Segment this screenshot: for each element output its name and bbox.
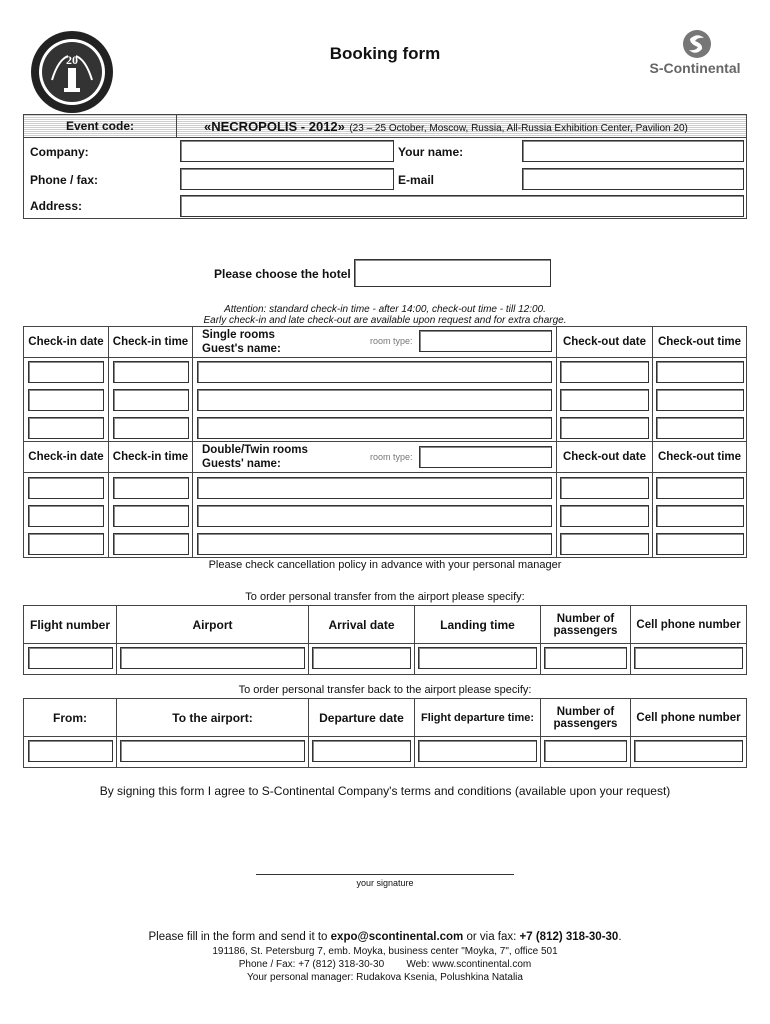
single-checkin-time-field-3[interactable] [113,417,189,439]
double-room-type-label: room type: [370,452,413,462]
airport-field[interactable] [120,647,305,669]
double-checkin-time-field-1[interactable] [113,477,189,499]
attention-line-2: Early check-in and late check-out are available upon request and for extra charge. [203,315,567,326]
footer-phone-web: Phone / Fax: +7 (812) 318-30-30 Web: www.scontinental.com [238,959,532,970]
single-checkin-date-field-1[interactable] [28,361,104,383]
event-details: (23 – 25 October, Moscow, Russia, All-Russia Exhibition Center, Pavilion 20) [349,123,688,134]
your-name-field[interactable] [522,140,744,162]
company-field[interactable] [180,140,394,162]
double-checkout-date-header: Check-out date [562,451,647,463]
flight-departure-time-header: Flight departure time: [420,711,535,724]
double-checkout-time-field-1[interactable] [656,477,744,499]
arrival-date-header: Arrival date [328,617,395,632]
rooms-table [23,326,747,558]
cell-phone-header: Cell phone number [636,618,741,631]
double-guest-field-1[interactable] [197,477,552,499]
double-checkout-time-field-2[interactable] [656,505,744,527]
agreement-text: By signing this form I agree to S-Continental Company's terms and conditions (available upon your request) [99,784,671,798]
double-checkin-date-field-3[interactable] [28,533,104,555]
transfer-to-table [23,698,747,768]
page-title: Booking form [329,44,441,63]
double-checkout-date-field-2[interactable] [560,505,649,527]
transfer-to-intro: To order personal transfer back to the airport please specify: [238,684,532,696]
brand-name: S-Continental [649,60,741,76]
s-continental-logo [640,28,750,78]
single-checkout-time-field-2[interactable] [656,389,744,411]
return-passengers-header: Number of passengers [553,705,618,730]
footer-send-mid: or via fax: [463,931,520,943]
single-checkin-date-field-2[interactable] [28,389,104,411]
footer-manager: Your personal manager: Rudakova Ksenia, Polushkina Natalia [247,972,523,983]
single-guest-field-2[interactable] [197,389,552,411]
from-header: From: [53,710,87,725]
address-label: Address: [30,199,83,213]
double-checkout-time-header: Check-out time [657,451,742,463]
to-airport-field[interactable] [120,740,305,762]
event-info [204,118,744,136]
return-cell-phone-field[interactable] [634,740,743,762]
airport-header: Airport [192,617,233,632]
single-checkout-time-header: Check-out time [657,336,742,348]
double-checkout-time-field-3[interactable] [656,533,744,555]
passengers-field[interactable] [544,647,627,669]
cancellation-note: Please check cancellation policy in advance with your personal manager [208,559,562,571]
single-guest-field-3[interactable] [197,417,552,439]
single-rooms-title: Single rooms [202,329,275,341]
single-room-type-label: room type: [370,336,413,346]
passengers-header: Number of passengers [553,612,618,637]
double-checkin-time-field-3[interactable] [113,533,189,555]
transfer-from-table [23,605,747,675]
footer-address: 191186, St. Petersburg 7, emb. Moyka, business center "Moyka, 7", office 501 [212,946,558,957]
footer-send-end: . [618,931,622,943]
double-rooms-title: Double/Twin rooms [202,444,308,456]
return-cell-phone-header: Cell phone number [636,711,741,724]
necropolis-seal-logo [30,30,114,114]
from-field[interactable] [28,740,113,762]
phone-field[interactable] [180,168,394,190]
single-checkout-time-field-1[interactable] [656,361,744,383]
hotel-field[interactable] [354,259,551,287]
email-field[interactable] [522,168,744,190]
phone-label: Phone / fax: [30,173,99,187]
company-label: Company: [30,145,89,159]
attention-line-1: Attention: standard check-in time - after 14:00, check-out time - till 12:00. [224,304,546,315]
choose-hotel-label: Please choose the hotel [214,267,351,281]
arrival-date-field[interactable] [312,647,411,669]
s-continental-mark-icon [640,28,750,60]
footer-send-line [0,931,770,943]
your-name-label: Your name: [398,145,464,159]
contact-block [23,114,747,219]
departure-date-field[interactable] [312,740,411,762]
single-guest-field-1[interactable] [197,361,552,383]
single-rooms-header [202,328,281,356]
double-guest-name-label: Guests' name: [202,458,281,470]
to-airport-header: To the airport: [172,710,253,725]
single-guest-name-label: Guest's name: [202,343,281,355]
footer-send-prefix: Please fill in the form and send it to [148,931,331,943]
single-checkout-date-field-1[interactable] [560,361,649,383]
single-checkin-date-header: Check-in date [28,336,104,348]
single-checkout-date-field-2[interactable] [560,389,649,411]
transfer-from-intro: To order personal transfer from the airport please specify: [245,591,525,603]
flight-number-field[interactable] [28,647,113,669]
double-checkout-date-field-1[interactable] [560,477,649,499]
single-checkout-date-field-3[interactable] [560,417,649,439]
email-label: E-mail [398,173,435,187]
single-checkout-time-field-3[interactable] [656,417,744,439]
double-checkin-time-field-2[interactable] [113,505,189,527]
double-guest-field-2[interactable] [197,505,552,527]
double-checkin-date-header: Check-in date [28,451,104,463]
cell-phone-field[interactable] [634,647,743,669]
double-checkout-date-field-3[interactable] [560,533,649,555]
double-room-type-field[interactable] [419,446,552,468]
double-checkin-time-header: Check-in time [112,451,189,463]
footer-fax: +7 (812) 318-30-30 [519,931,619,943]
event-code-label: Event code: [65,119,134,133]
event-name: «NECROPOLIS - 2012» [204,119,345,134]
double-guest-field-3[interactable] [197,533,552,555]
flight-departure-time-field[interactable] [418,740,537,762]
double-rooms-header [202,443,308,471]
single-checkin-time-header: Check-in time [112,336,189,348]
single-checkin-time-field-2[interactable] [113,389,189,411]
single-checkout-date-header: Check-out date [562,336,647,348]
landing-time-header: Landing time [440,617,515,632]
single-checkin-date-field-3[interactable] [28,417,104,439]
footer-email-link[interactable]: expo@scontinental.com [330,931,464,943]
double-checkin-date-field-2[interactable] [28,505,104,527]
svg-text:20: 20 [66,53,78,67]
signature-label: your signature [356,878,414,888]
single-room-type-field[interactable] [419,330,552,352]
departure-date-header: Departure date [319,710,404,725]
flight-number-header: Flight number [30,617,110,632]
return-passengers-field[interactable] [544,740,627,762]
double-checkin-date-field-1[interactable] [28,477,104,499]
landing-time-field[interactable] [418,647,537,669]
address-field[interactable] [180,195,744,217]
single-checkin-time-field-1[interactable] [113,361,189,383]
signature-line[interactable] [256,874,514,875]
